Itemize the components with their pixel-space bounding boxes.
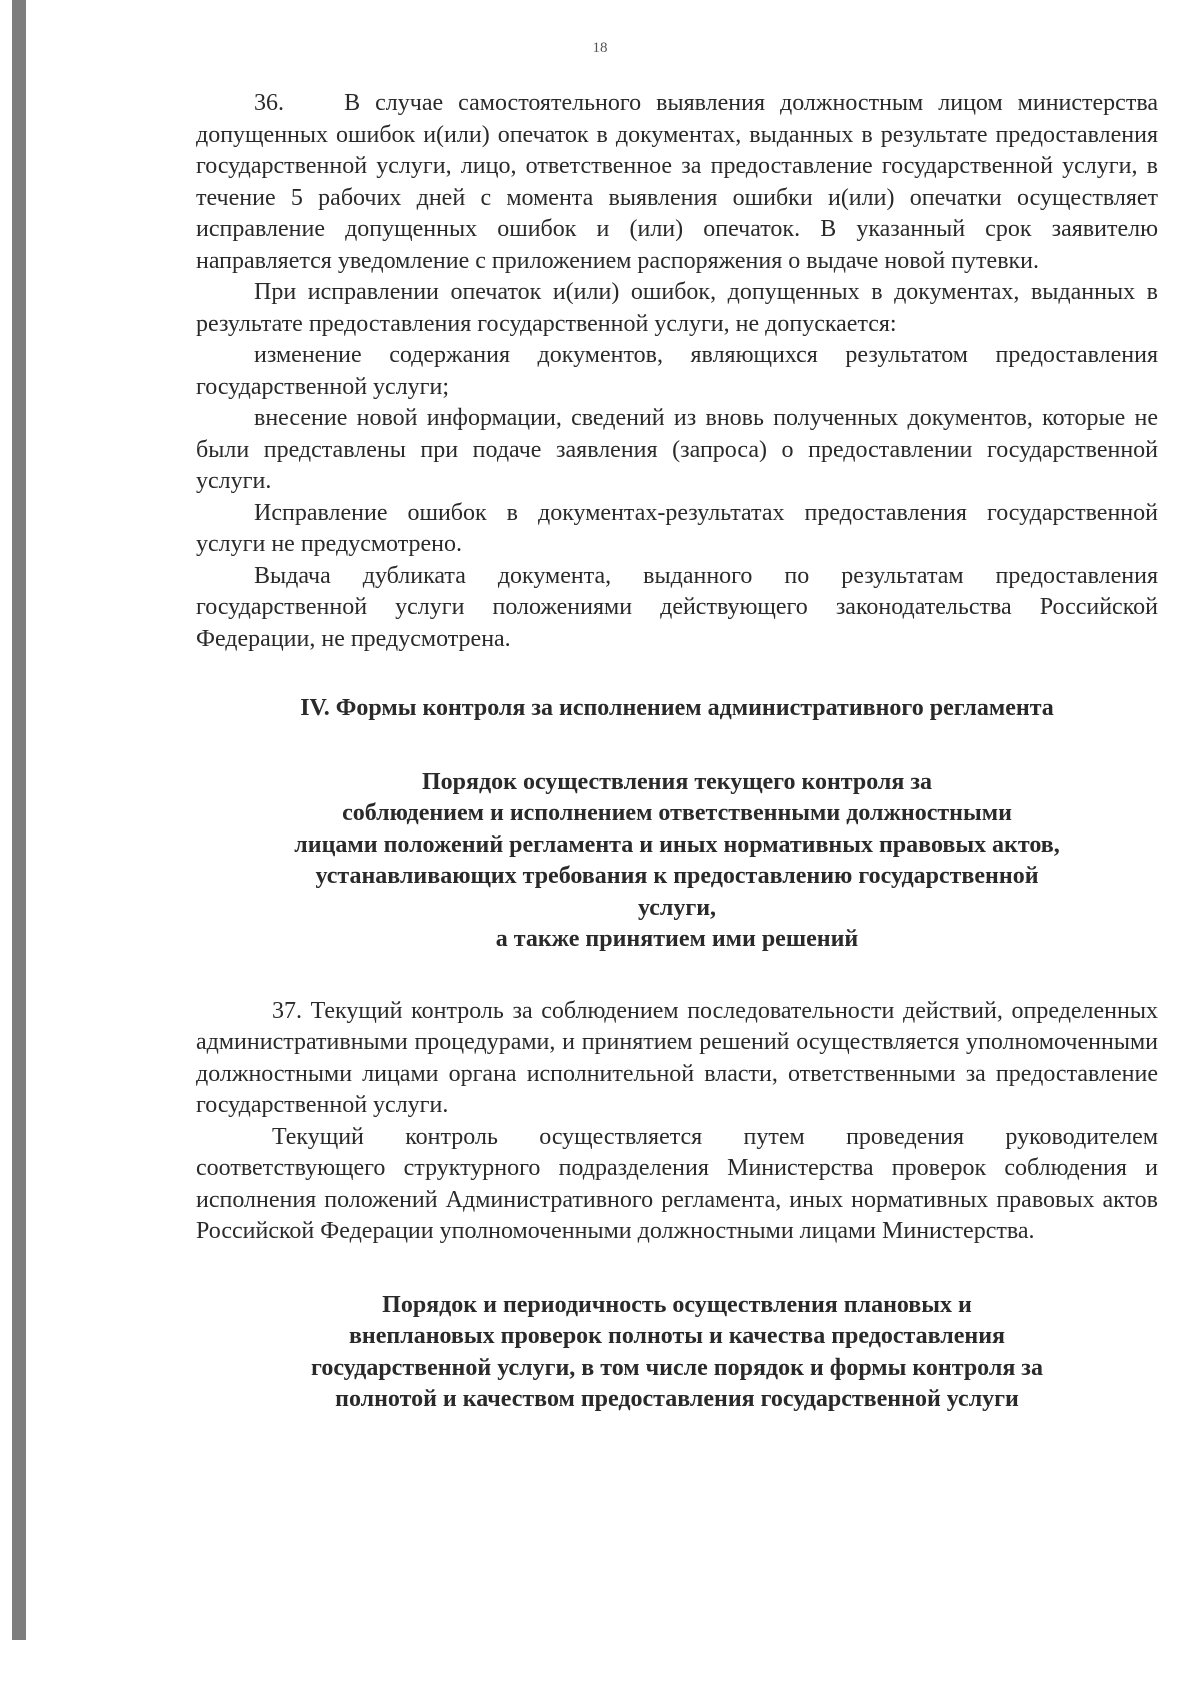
heading-line: полнотой и качеством предоставления государственной услуги bbox=[335, 1386, 1019, 1412]
paragraph: внесение новой информации, сведений из вновь полученных документов, которые не были представлены при подаче заявления (запроса) о предоставлении государственной услуги. bbox=[196, 405, 1158, 494]
paragraph: изменение содержания документов, являющихся результатом предоставления государственной услуги; bbox=[196, 342, 1158, 400]
heading-line: услуги, bbox=[637, 894, 717, 921]
paragraph: Выдача дубликата документа, выданного по результатам предоставления государственной услуги положениями действующего законодательства Российской Федерации, не предусмотрена. bbox=[196, 562, 1158, 652]
paragraph-36: 36. В случае самостоятельного выявления должностным лицом министерства допущенных ошибок и(или) опечаток в документах, выданных в результате предоставления государственной услуги, лицо, ответственное за предоставление государственной услуги, в течение 5 рабочих дней с момента выявления ошибки и(или) опечатки осуществляет исправление допущенных ошибок и (или) опечаток. В указанный срок заявителю направляется уведомление с приложением распоряжения о выдаче новой путевки. bbox=[196, 90, 1158, 274]
heading-line: Порядок и периодичность осуществления плановых и bbox=[382, 1291, 972, 1318]
heading-line: внеплановых проверок полноты и качества предоставления bbox=[348, 1323, 1006, 1349]
scan-edge bbox=[12, 0, 26, 1640]
section-title: IV. Формы контроля за исполнением административного регламента bbox=[300, 695, 1054, 721]
paragraph: При исправлении опечаток и(или) ошибок, допущенных в документах, выданных в результате предоставления государственной услуги, не допускается: bbox=[196, 279, 1158, 337]
subsection-heading-inspections bbox=[196, 1290, 1158, 1416]
paragraph: Исправление ошибок в документах-результатах предоставления государственной услуги не предусмотрено. bbox=[196, 499, 1158, 557]
heading-line: Порядок осуществления текущего контроля за bbox=[421, 768, 933, 795]
heading-line: устанавливающих требования к предоставлению государственной bbox=[315, 863, 1039, 889]
document-body bbox=[196, 88, 1158, 1416]
paragraph-37: 37. Текущий контроль за соблюдением последовательности действий, определенных административными процедурами, и принятием решений осуществляется уполномоченными должностными лицами органа исполнительной власти, ответственными за предоставление государственной услуги. bbox=[196, 997, 1158, 1118]
heading-line: соблюдением и исполнением ответственными должностными bbox=[342, 800, 1012, 826]
subsection-heading-current-control bbox=[196, 767, 1158, 956]
paragraph: Текущий контроль осуществляется путем проведения руководителем соответствующего структурного подразделения Министерства проверок соблюдения и исполнения положений Административного регламента, иных нормативных правовых актов Российской Федерации уполномоченными должностными лицами Министерства. bbox=[196, 1123, 1158, 1244]
heading-line: государственной услуги, в том числе порядок и формы контроля за bbox=[311, 1354, 1043, 1381]
heading-line: лицами положений регламента и иных нормативных правовых актов, bbox=[294, 831, 1060, 858]
heading-line: а также принятием ими решений bbox=[495, 926, 859, 952]
page-number: 18 bbox=[592, 40, 608, 56]
